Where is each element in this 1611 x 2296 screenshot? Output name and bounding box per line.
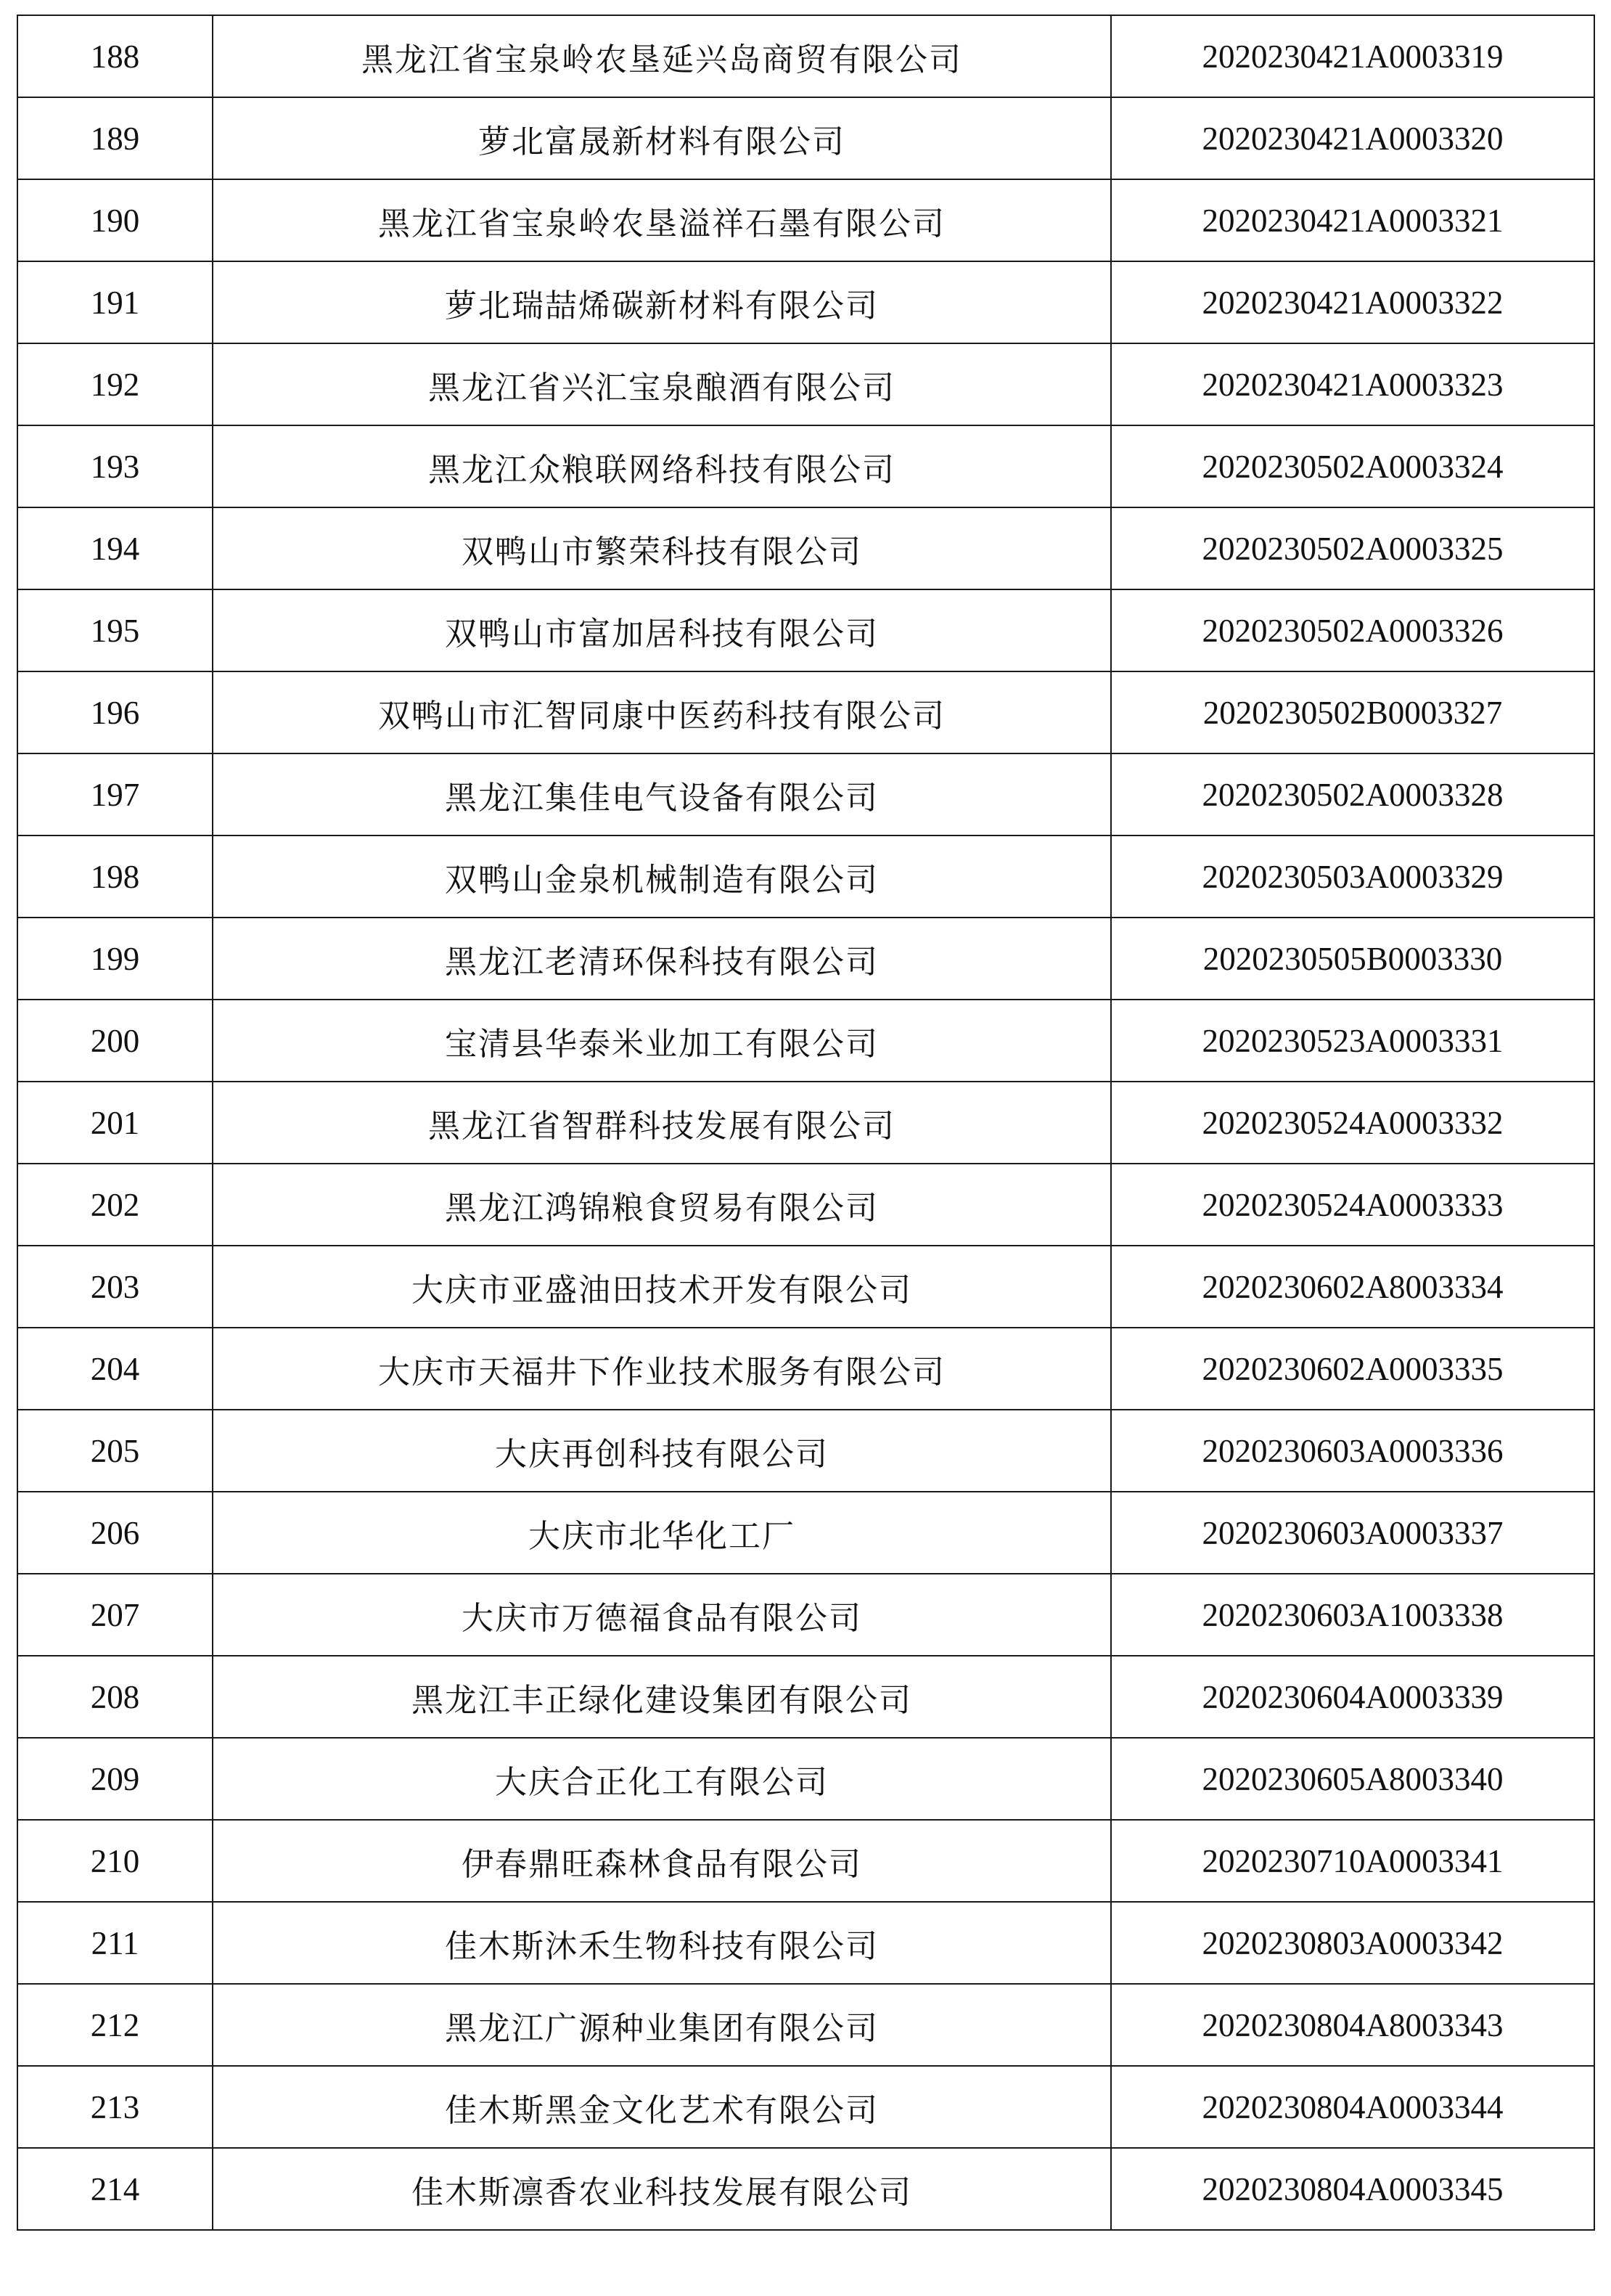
registration-code: 2020230804A0003344 <box>1111 2066 1594 2148</box>
company-name: 双鸭山市富加居科技有限公司 <box>213 589 1111 671</box>
registration-code: 2020230523A0003331 <box>1111 1000 1594 1082</box>
table-row <box>17 97 1594 179</box>
company-name: 大庆市亚盛油田技术开发有限公司 <box>213 1246 1111 1328</box>
company-name: 双鸭山市汇智同康中医药科技有限公司 <box>213 671 1111 753</box>
table-row <box>17 343 1594 425</box>
row-number: 198 <box>17 836 213 918</box>
registration-code: 2020230421A0003322 <box>1111 261 1594 343</box>
table-row <box>17 836 1594 918</box>
registration-code: 2020230502A0003328 <box>1111 753 1594 836</box>
registration-code: 2020230503A0003329 <box>1111 836 1594 918</box>
table-row <box>17 261 1594 343</box>
company-name: 萝北富晟新材料有限公司 <box>213 97 1111 179</box>
table-row <box>17 918 1594 1000</box>
row-number: 191 <box>17 261 213 343</box>
table-row <box>17 1820 1594 1902</box>
registration-code: 2020230502A0003326 <box>1111 589 1594 671</box>
row-number: 189 <box>17 97 213 179</box>
registration-code: 2020230710A0003341 <box>1111 1820 1594 1902</box>
row-number: 211 <box>17 1902 213 1984</box>
table-row <box>17 671 1594 753</box>
company-name: 黑龙江鸿锦粮食贸易有限公司 <box>213 1164 1111 1246</box>
row-number: 214 <box>17 2148 213 2230</box>
table-row <box>17 1984 1594 2066</box>
row-number: 209 <box>17 1738 213 1820</box>
table-body <box>17 15 1594 2230</box>
registration-code: 2020230502A0003324 <box>1111 425 1594 507</box>
company-name: 大庆合正化工有限公司 <box>213 1738 1111 1820</box>
row-number: 203 <box>17 1246 213 1328</box>
registration-code: 2020230505B0003330 <box>1111 918 1594 1000</box>
registration-code: 2020230421A0003323 <box>1111 343 1594 425</box>
table-row <box>17 1082 1594 1164</box>
company-name: 黑龙江省宝泉岭农垦溢祥石墨有限公司 <box>213 179 1111 261</box>
registration-code: 2020230421A0003321 <box>1111 179 1594 261</box>
table-row <box>17 507 1594 589</box>
registration-code: 2020230502B0003327 <box>1111 671 1594 753</box>
row-number: 190 <box>17 179 213 261</box>
registration-code: 2020230605A8003340 <box>1111 1738 1594 1820</box>
company-name: 黑龙江广源种业集团有限公司 <box>213 1984 1111 2066</box>
table-row <box>17 589 1594 671</box>
table-row <box>17 2148 1594 2230</box>
row-number: 188 <box>17 15 213 97</box>
registration-code: 2020230602A8003334 <box>1111 1246 1594 1328</box>
table-row <box>17 1328 1594 1410</box>
table-row <box>17 1000 1594 1082</box>
table-row <box>17 425 1594 507</box>
registration-code: 2020230804A0003345 <box>1111 2148 1594 2230</box>
company-name: 宝清县华泰米业加工有限公司 <box>213 1000 1111 1082</box>
company-name: 黑龙江丰正绿化建设集团有限公司 <box>213 1656 1111 1738</box>
table-row <box>17 1246 1594 1328</box>
registration-code: 2020230804A8003343 <box>1111 1984 1594 2066</box>
row-number: 195 <box>17 589 213 671</box>
row-number: 196 <box>17 671 213 753</box>
company-name: 双鸭山金泉机械制造有限公司 <box>213 836 1111 918</box>
table-row <box>17 2066 1594 2148</box>
registration-code: 2020230524A0003333 <box>1111 1164 1594 1246</box>
row-number: 193 <box>17 425 213 507</box>
table-row <box>17 179 1594 261</box>
row-number: 200 <box>17 1000 213 1082</box>
row-number: 206 <box>17 1492 213 1574</box>
table-row <box>17 1164 1594 1246</box>
company-name: 黑龙江省兴汇宝泉酿酒有限公司 <box>213 343 1111 425</box>
registration-code: 2020230602A0003335 <box>1111 1328 1594 1410</box>
company-name: 黑龙江省智群科技发展有限公司 <box>213 1082 1111 1164</box>
company-name: 双鸭山市繁荣科技有限公司 <box>213 507 1111 589</box>
table-row <box>17 753 1594 836</box>
table-row <box>17 1656 1594 1738</box>
company-name: 大庆市万德福食品有限公司 <box>213 1574 1111 1656</box>
registration-code: 2020230421A0003319 <box>1111 15 1594 97</box>
registration-code: 2020230524A0003332 <box>1111 1082 1594 1164</box>
registration-code: 2020230421A0003320 <box>1111 97 1594 179</box>
registration-code: 2020230603A0003337 <box>1111 1492 1594 1574</box>
company-name: 佳木斯黑金文化艺术有限公司 <box>213 2066 1111 2148</box>
company-name: 佳木斯沐禾生物科技有限公司 <box>213 1902 1111 1984</box>
company-name: 佳木斯凛香农业科技发展有限公司 <box>213 2148 1111 2230</box>
table-row <box>17 1492 1594 1574</box>
row-number: 192 <box>17 343 213 425</box>
table-row <box>17 1574 1594 1656</box>
table-row <box>17 15 1594 97</box>
company-registry-table <box>17 15 1595 2231</box>
row-number: 194 <box>17 507 213 589</box>
row-number: 199 <box>17 918 213 1000</box>
row-number: 197 <box>17 753 213 836</box>
company-name: 萝北瑞喆烯碳新材料有限公司 <box>213 261 1111 343</box>
row-number: 202 <box>17 1164 213 1246</box>
row-number: 207 <box>17 1574 213 1656</box>
table-row <box>17 1902 1594 1984</box>
row-number: 210 <box>17 1820 213 1902</box>
registration-code: 2020230604A0003339 <box>1111 1656 1594 1738</box>
row-number: 208 <box>17 1656 213 1738</box>
company-name: 黑龙江老清环保科技有限公司 <box>213 918 1111 1000</box>
company-name: 大庆市天福井下作业技术服务有限公司 <box>213 1328 1111 1410</box>
company-name: 伊春鼎旺森林食品有限公司 <box>213 1820 1111 1902</box>
company-name: 黑龙江省宝泉岭农垦延兴岛商贸有限公司 <box>213 15 1111 97</box>
row-number: 205 <box>17 1410 213 1492</box>
row-number: 212 <box>17 1984 213 2066</box>
table-row <box>17 1410 1594 1492</box>
company-name: 黑龙江众粮联网络科技有限公司 <box>213 425 1111 507</box>
table-row <box>17 1738 1594 1820</box>
company-name: 大庆再创科技有限公司 <box>213 1410 1111 1492</box>
row-number: 201 <box>17 1082 213 1164</box>
registration-code: 2020230603A0003336 <box>1111 1410 1594 1492</box>
registration-code: 2020230803A0003342 <box>1111 1902 1594 1984</box>
company-name: 黑龙江集佳电气设备有限公司 <box>213 753 1111 836</box>
registration-code: 2020230502A0003325 <box>1111 507 1594 589</box>
registration-code: 2020230603A1003338 <box>1111 1574 1594 1656</box>
row-number: 213 <box>17 2066 213 2148</box>
row-number: 204 <box>17 1328 213 1410</box>
company-name: 大庆市北华化工厂 <box>213 1492 1111 1574</box>
